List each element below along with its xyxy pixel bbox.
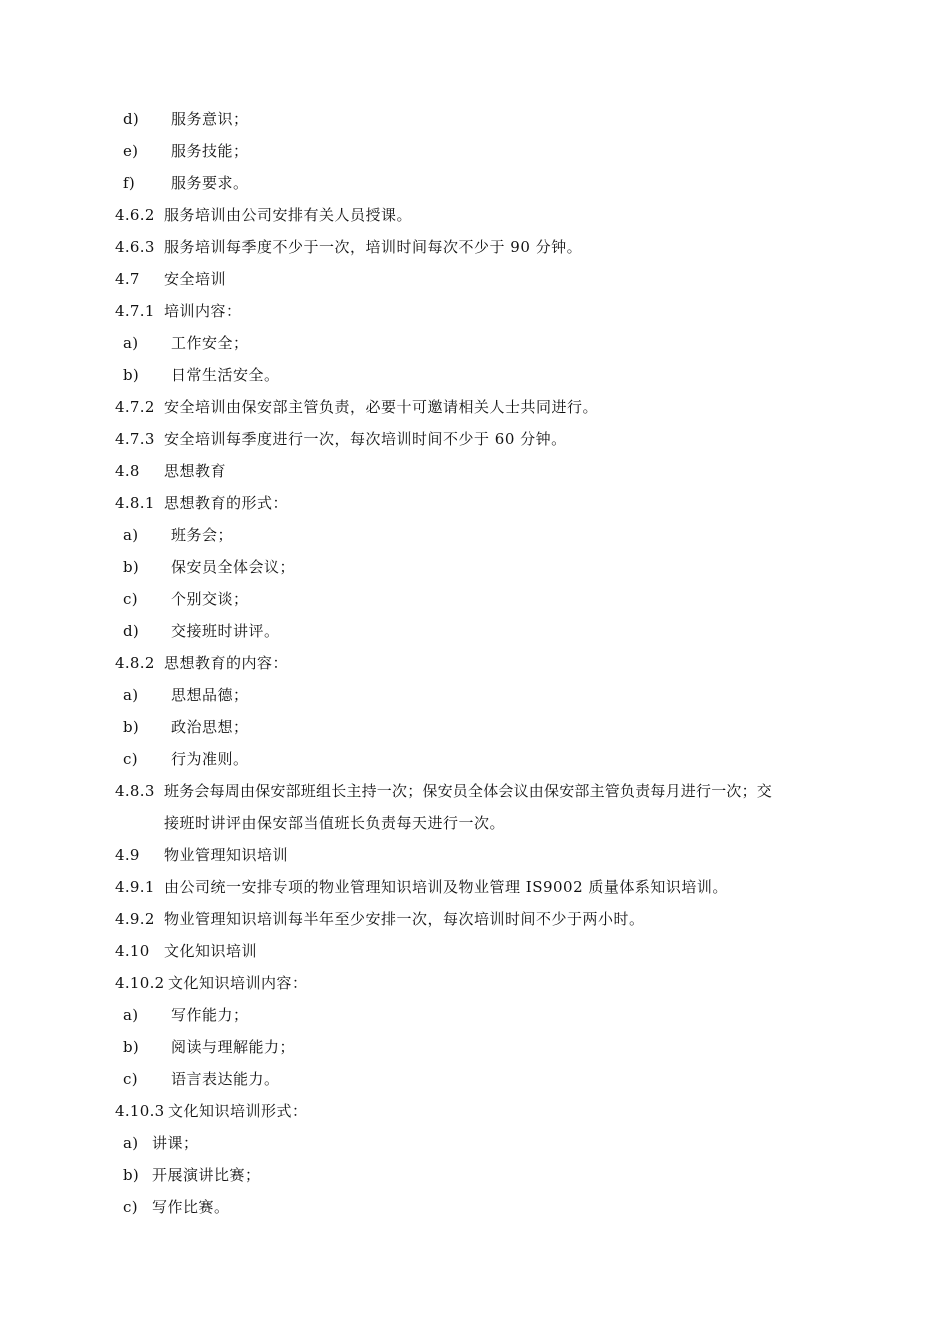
clause-number: 4.9.1: [115, 878, 155, 896]
clause-text: 思想教育的内容：: [164, 654, 289, 672]
clause-text: 安全培训每季度进行一次，每次培训时间不少于 60 分钟。: [164, 430, 567, 448]
clause-number: 4.6.3: [115, 238, 155, 256]
list-item-text: 阅读与理解能力；: [171, 1038, 296, 1056]
clause-number: 4.10.3: [115, 1102, 165, 1120]
list-marker: a): [123, 686, 139, 704]
list-item-text: 个别交谈；: [171, 590, 249, 608]
list-marker: d): [123, 622, 140, 640]
list-marker: b): [123, 718, 140, 736]
clause-number: 4.9.2: [115, 910, 155, 928]
list-item-text: 开展演讲比赛；: [152, 1166, 261, 1184]
section-heading: 文化知识培训: [164, 942, 258, 960]
clause-number: 4.8.1: [115, 494, 155, 512]
clause-number: 4.10.2: [115, 974, 165, 992]
section-heading: 物业管理知识培训: [164, 846, 289, 864]
section-number: 4.8: [115, 462, 140, 480]
clause-text-continued: 接班时讲评由保安部当值班长负责每天进行一次。: [164, 814, 506, 832]
clause-text: 服务培训由公司安排有关人员授课。: [164, 206, 413, 224]
list-item-text: 行为准则。: [171, 750, 249, 768]
list-marker: d): [123, 110, 140, 128]
section-heading: 安全培训: [164, 270, 227, 288]
list-marker: b): [123, 1166, 140, 1184]
list-marker: f): [123, 174, 136, 192]
list-item-text: 服务意识；: [171, 110, 249, 128]
list-marker: c): [123, 590, 138, 608]
clause-number: 4.8.2: [115, 654, 155, 672]
list-item-text: 交接班时讲评。: [171, 622, 280, 640]
clause-text: 文化知识培训形式：: [168, 1102, 308, 1120]
list-marker: a): [123, 1006, 139, 1024]
list-marker: b): [123, 1038, 140, 1056]
list-item-text: 语言表达能力。: [171, 1070, 280, 1088]
list-item-text: 工作安全；: [171, 334, 249, 352]
list-item-text: 讲课；: [152, 1134, 199, 1152]
section-number: 4.9: [115, 846, 140, 864]
clause-text: 安全培训由保安部主管负责，必要十可邀请相关人士共同进行。: [164, 398, 599, 416]
list-item-text: 服务技能；: [171, 142, 249, 160]
clause-text: 由公司统一安排专项的物业管理知识培训及物业管理 IS9002 质量体系知识培训。: [164, 878, 728, 896]
clause-text: 思想教育的形式：: [164, 494, 289, 512]
list-item-text: 思想品德；: [171, 686, 249, 704]
clause-number: 4.7.2: [115, 398, 155, 416]
section-number: 4.10: [115, 942, 150, 960]
list-marker: e): [123, 142, 139, 160]
list-marker: c): [123, 1198, 138, 1216]
list-item-text: 日常生活安全。: [171, 366, 280, 384]
list-marker: c): [123, 1070, 138, 1088]
list-marker: a): [123, 1134, 139, 1152]
list-item-text: 写作比赛。: [152, 1198, 230, 1216]
list-marker: b): [123, 366, 140, 384]
list-item-text: 写作能力；: [171, 1006, 249, 1024]
list-marker: c): [123, 750, 138, 768]
clause-text: 培训内容：: [164, 302, 242, 320]
list-item-text: 政治思想；: [171, 718, 249, 736]
clause-text: 班务会每周由保安部班组长主持一次；保安员全体会议由保安部主管负责每月进行一次；交: [164, 782, 773, 800]
clause-number: 4.6.2: [115, 206, 155, 224]
list-marker: b): [123, 558, 140, 576]
clause-text: 文化知识培训内容：: [168, 974, 308, 992]
clause-text: 物业管理知识培训每半年至少安排一次，每次培训时间不少于两小时。: [164, 910, 645, 928]
list-item-text: 服务要求。: [171, 174, 249, 192]
list-item-text: 保安员全体会议；: [171, 558, 296, 576]
clause-number: 4.7.1: [115, 302, 155, 320]
list-item-text: 班务会；: [171, 526, 234, 544]
clause-number: 4.8.3: [115, 782, 155, 800]
list-marker: a): [123, 334, 139, 352]
clause-number: 4.7.3: [115, 430, 155, 448]
list-marker: a): [123, 526, 139, 544]
clause-text: 服务培训每季度不少于一次，培训时间每次不少于 90 分钟。: [164, 238, 583, 256]
section-heading: 思想教育: [164, 462, 227, 480]
section-number: 4.7: [115, 270, 140, 288]
